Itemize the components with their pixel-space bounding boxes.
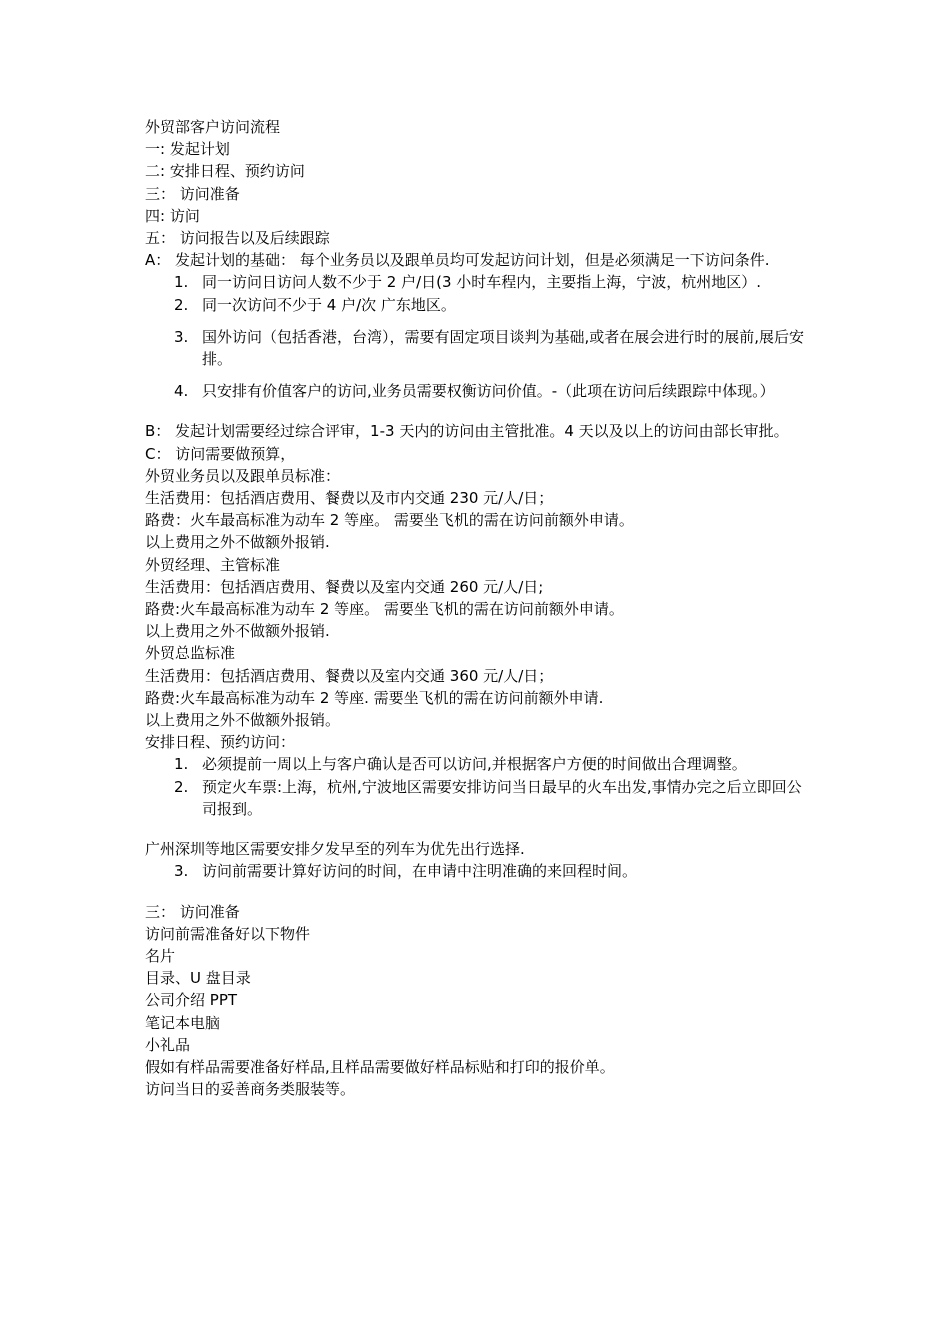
condition-text: 同一访问日访问人数不少于 2 户/日(3 小时车程内，主要指上海，宁波，杭州地区）. — [202, 273, 762, 292]
schedule-text: 预定火车票:上海，杭州,宁波地区需要安排访问当日最早的火车出发,事情办完之后立即回公司报到。 — [202, 777, 802, 818]
schedule-text: 访问前需要计算好访问的时间，在申请中注明准确的来回程时间。 — [202, 862, 638, 881]
prep-line: 小礼品 — [145, 1035, 191, 1054]
condition-item — [145, 380, 810, 402]
condition-item — [145, 326, 810, 370]
prep-line: 访问前需准备好以下物件 — [145, 924, 311, 943]
prep-line: 假如有样品需要准备好样品,且样品需要做好样品标贴和打印的报价单。 — [145, 1057, 615, 1076]
condition-item — [145, 271, 810, 293]
budget-line: 外贸业务员以及跟单员标准： — [145, 466, 341, 485]
outline-item: 二: 安排日程、预约访问 — [145, 162, 305, 181]
prep-line: 公司介绍 PPT — [145, 991, 238, 1010]
budget-line: 路费:火车最高标准为动车 2 等座. 需要坐飞机的需在访问前额外申请. — [145, 688, 604, 707]
schedule-item — [145, 753, 810, 775]
list-number: 4. — [174, 382, 189, 401]
section-c-heading: C： 访问需要做预算， — [145, 444, 296, 463]
budget-line: 路费：火车最高标准为动车 2 等座。 需要坐飞机的需在访问前额外申请。 — [145, 511, 634, 530]
budget-line: 以上费用之外不做额外报销。 — [145, 711, 341, 730]
outline-item: 五： 访问报告以及后续跟踪 — [145, 229, 330, 248]
condition-text: 国外访问（包括香港，台湾），需要有固定项目谈判为基础,或者在展会进行时的展前,展后安排。 — [202, 327, 805, 369]
prep-line: 名片 — [145, 946, 176, 965]
list-number: 1. — [174, 755, 189, 774]
budget-line: 以上费用之外不做额外报销. — [145, 533, 330, 552]
list-number: 3. — [174, 862, 189, 881]
condition-text: 只安排有价值客户的访问,业务员需要权衡访问价值。-（此项在访问后续跟踪中体现。） — [202, 382, 775, 401]
outline-item: 四: 访问 — [145, 206, 200, 225]
outline-item: 三： 访问准备 — [145, 184, 240, 203]
schedule-heading: 安排日程、预约访问： — [145, 733, 296, 752]
budget-line: 生活费用：包括酒店费用、餐费以及室内交通 260 元/人/日; — [145, 577, 544, 596]
document-body — [145, 116, 810, 1100]
prep-line: 目录、U 盘目录 — [145, 969, 251, 988]
condition-text: 同一次访问不少于 4 户/次 广东地区。 — [202, 295, 456, 314]
prep-heading: 三： 访问准备 — [145, 902, 240, 921]
budget-line: 生活费用：包括酒店费用、餐费以及市内交通 230 元/人/日； — [145, 489, 554, 508]
section-b-text: B： 发起计划需要经过综合评审，1-3 天内的访问由主管批准。4 天以及以上的访问由部长审批。 — [145, 422, 789, 441]
condition-item — [145, 294, 810, 316]
schedule-text: 必须提前一周以上与客户确认是否可以访问,并根据客户方便的时间做出合理调整。 — [202, 755, 747, 774]
prep-line: 笔记本电脑 — [145, 1013, 221, 1032]
budget-line: 外贸总监标准 — [145, 644, 236, 663]
list-number: 1. — [174, 273, 189, 292]
list-number: 2. — [174, 295, 189, 314]
budget-line: 生活费用：包括酒店费用、餐费以及室内交通 360 元/人/日； — [145, 666, 554, 685]
budget-line: 以上费用之外不做额外报销. — [145, 622, 330, 641]
outline-item: 一: 发起计划 — [145, 140, 230, 159]
list-number: 2. — [174, 777, 189, 796]
schedule-item — [145, 860, 810, 882]
budget-line: 外贸经理、主管标准 — [145, 555, 281, 574]
list-number: 3. — [174, 327, 189, 346]
prep-line: 访问当日的妥善商务类服装等。 — [145, 1080, 356, 1099]
budget-line: 路费:火车最高标准为动车 2 等座。 需要坐飞机的需在访问前额外申请。 — [145, 600, 624, 619]
schedule-item — [145, 776, 810, 820]
section-a-heading: A： 发起计划的基础： 每个业务员以及跟单员均可发起访问计划，但是必须满足一下访问条件. — [145, 251, 770, 270]
document-title: 外贸部客户访问流程 — [145, 118, 281, 136]
schedule-note: 广州深圳等地区需要安排夕发早至的列车为优先出行选择. — [145, 840, 525, 859]
